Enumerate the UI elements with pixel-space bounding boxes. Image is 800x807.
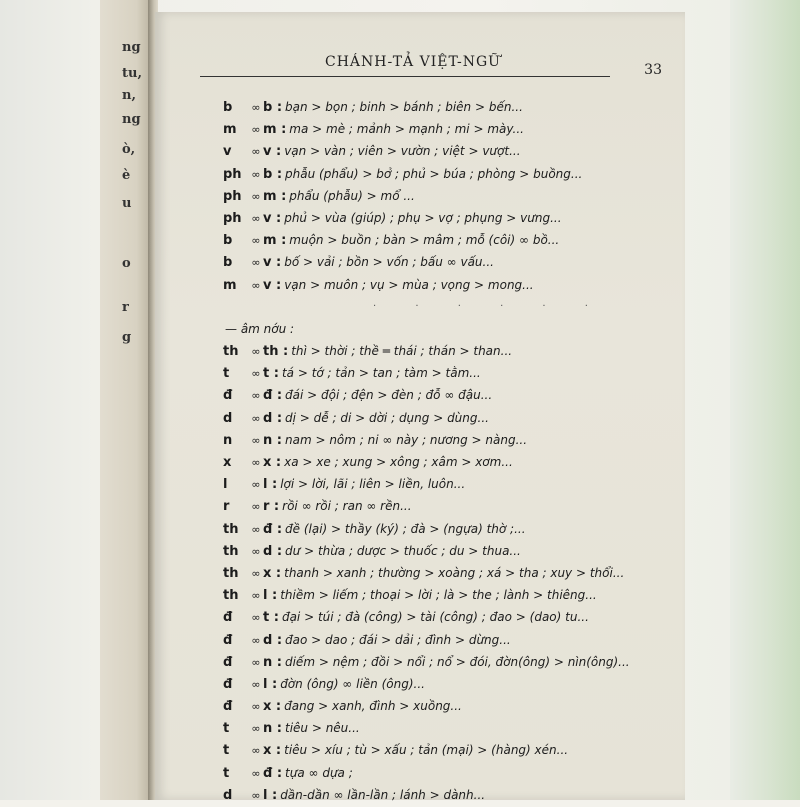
examples: vạn > muôn ; vụ > mùa ; vọng > mong... [284, 277, 534, 292]
facing-page-fragment: ò, [122, 142, 136, 157]
correspondence-symbol: ∞ [251, 101, 261, 114]
correspondence-symbol: ∞ [251, 655, 261, 669]
correspondence-line [223, 518, 663, 540]
source-sound: t [223, 743, 230, 759]
section-label: — âm nớu : [225, 321, 295, 336]
source-sound: x [223, 455, 232, 470]
source-sound: th [223, 588, 239, 604]
correspondence-symbol: ∞ [251, 522, 261, 536]
correspondence-line [223, 407, 663, 429]
facing-page-fragment: ng [122, 40, 141, 55]
examples: ma > mè ; mảnh > mạnh ; mi > mày... [289, 122, 524, 137]
correspondence-line [223, 606, 663, 628]
examples: nam > nôm ; ni ∞ này ; nương > nàng... [284, 432, 528, 447]
book-page [155, 12, 685, 803]
source-sound: t [223, 721, 230, 737]
correspondence-symbol: ∞ [251, 722, 261, 736]
page-number: 33 [644, 62, 662, 78]
correspondence-line [223, 429, 663, 451]
examples: tựa ∞ dựa ; [285, 765, 353, 780]
target-sound: v : [263, 144, 282, 160]
target-sound: v : [263, 210, 282, 226]
examples: tiêu > nêu... [284, 721, 360, 736]
source-sound: b [223, 100, 233, 115]
source-sound: n [223, 432, 233, 448]
source-sound: r [223, 499, 230, 515]
ornament-dots: · · · · · · [373, 300, 606, 312]
examples: lợi > lời, lãi ; liên > liền, luôn... [280, 477, 466, 492]
correspondence-line [223, 118, 663, 140]
correspondence-symbol: ∞ [251, 256, 261, 270]
target-sound: v : [263, 255, 282, 271]
source-sound: t [223, 366, 230, 382]
correspondence-line [223, 495, 663, 517]
correspondence-symbol: ∞ [251, 500, 261, 514]
correspondence-symbol: ∞ [251, 677, 261, 691]
correspondence-line [223, 362, 663, 384]
facing-page-edge [100, 0, 152, 800]
table-surface [730, 0, 800, 800]
correspondence-symbol: ∞ [251, 700, 261, 714]
examples: phẫu (phẩu) > bở ; phủ > búa ; phòng > buồng... [285, 166, 583, 181]
correspondence-line [223, 473, 663, 495]
examples: thiềm > liếm ; thoại > lời ; là > the ; lành > thiêng... [280, 588, 597, 603]
target-sound: t : [263, 610, 279, 626]
correspondence-line [223, 695, 663, 717]
correspondence-list [223, 96, 663, 806]
target-sound: d : [263, 632, 283, 648]
examples: đao > dao ; đái > dải ; đình > dừng... [285, 632, 511, 647]
correspondence-line [223, 562, 663, 584]
examples: phẩu (phẫu) > mổ ... [289, 188, 415, 203]
correspondence-symbol: ∞ [251, 345, 261, 359]
source-sound: đ [223, 676, 233, 692]
correspondence-line [223, 274, 663, 296]
correspondence-line [223, 762, 663, 784]
target-sound: m : [263, 233, 287, 249]
target-sound: n : [263, 654, 282, 670]
examples: đề (lại) > thầy (ký) ; đà > (ngựa) thờ ;... [285, 521, 526, 536]
target-sound: l : [263, 588, 278, 604]
source-sound: đ [223, 654, 233, 670]
facing-page-fragment: tu, [122, 66, 142, 81]
examples: muộn > buồn ; bàn > mâm ; mỗ (côi) ∞ bồ... [289, 233, 560, 248]
correspondence-line [223, 451, 663, 473]
correspondence-symbol: ∞ [251, 234, 261, 248]
facing-page-fragment: è [122, 168, 131, 183]
source-sound: b [223, 233, 233, 249]
target-sound: v : [263, 277, 282, 293]
examples: tá > tớ ; tản > tan ; tàm > tằm... [281, 366, 481, 381]
source-sound: t [223, 765, 230, 781]
examples: đờn (ông) ∞ liền (ông)... [280, 676, 425, 691]
source-sound: ph [223, 210, 242, 226]
target-sound: n : [263, 721, 282, 737]
examples: tiêu > xíu ; tù > xấu ; tản (mại) > (hàng) xén... [284, 743, 569, 758]
correspondence-line [223, 340, 663, 362]
source-sound: đ [223, 388, 233, 404]
correspondence-symbol: ∞ [251, 566, 261, 580]
target-sound: x : [263, 455, 282, 470]
source-sound: th [223, 344, 239, 360]
target-sound: l : [263, 787, 278, 803]
running-header [200, 52, 662, 82]
correspondence-symbol: ∞ [251, 389, 261, 403]
correspondence-line [223, 163, 663, 185]
target-sound: m : [263, 188, 287, 204]
labial-block [223, 96, 663, 296]
target-sound: th : [263, 344, 289, 360]
examples: thì > thời ; thề ═ thái ; thán > than... [291, 344, 513, 359]
examples: vạn > vàn ; viên > vườn ; việt > vượt... [284, 144, 521, 159]
source-sound: d [223, 787, 233, 803]
correspondence-symbol: ∞ [251, 367, 261, 381]
examples: dị > dễ ; di > dời ; dụng > dùng... [285, 410, 489, 425]
source-sound: v [223, 144, 232, 160]
examples: đang > xanh, đình > xuồng... [284, 699, 462, 714]
correspondence-line [223, 651, 663, 673]
facing-page-fragment: r [122, 300, 129, 315]
examples: bố > vải ; bồn > vốn ; bấu ∞ vấu... [284, 255, 494, 270]
correspondence-symbol: ∞ [251, 189, 261, 203]
target-sound: đ : [263, 388, 283, 404]
source-sound: l [223, 477, 228, 493]
alveolar-block [223, 340, 663, 806]
target-sound: b : [263, 166, 283, 182]
source-sound: b [223, 255, 233, 271]
correspondence-line [223, 251, 663, 273]
source-sound: th [223, 543, 239, 559]
correspondence-line [223, 207, 663, 229]
correspondence-symbol: ∞ [251, 456, 261, 469]
target-sound: t : [263, 366, 279, 382]
correspondence-line [223, 629, 663, 651]
target-sound: x : [263, 743, 282, 759]
target-sound: l : [263, 676, 278, 692]
examples: thanh > xanh ; thường > xoàng ; xá > tha ; xuy > thổi... [284, 565, 625, 580]
correspondence-symbol: ∞ [251, 544, 261, 558]
correspondence-line [223, 185, 663, 207]
correspondence-line [223, 540, 663, 562]
target-sound: l : [263, 477, 278, 493]
examples: đái > đội ; đện > đèn ; đỗ ∞ đậu... [285, 388, 493, 403]
examples: phủ > vùa (giúp) ; phụ > vợ ; phụng > vưng... [284, 210, 562, 225]
correspondence-symbol: ∞ [251, 633, 261, 647]
target-sound: đ : [263, 765, 283, 781]
correspondence-line [223, 384, 663, 406]
correspondence-symbol: ∞ [251, 589, 261, 603]
correspondence-line [223, 784, 663, 806]
correspondence-symbol: ∞ [251, 611, 261, 625]
examples: rồi ∞ rồi ; ran ∞ rền... [282, 499, 412, 514]
target-sound: x : [263, 699, 282, 715]
correspondence-symbol: ∞ [251, 123, 261, 137]
correspondence-line [223, 140, 663, 162]
facing-page-fragment: ng [122, 112, 141, 127]
correspondence-line [223, 717, 663, 739]
source-sound: th [223, 521, 239, 537]
target-sound: n : [263, 432, 282, 448]
target-sound: x : [263, 565, 282, 581]
examples: dần-dần ∞ lần-lần ; lánh > dành... [280, 787, 486, 802]
target-sound: đ : [263, 521, 283, 537]
correspondence-symbol: ∞ [251, 788, 261, 802]
source-sound: đ [223, 699, 233, 715]
source-sound: d [223, 410, 233, 426]
facing-page-fragment: g [122, 330, 132, 345]
source-sound: đ [223, 632, 233, 648]
target-sound: b : [263, 100, 283, 115]
correspondence-symbol: ∞ [251, 433, 261, 447]
correspondence-symbol: ∞ [251, 478, 261, 492]
correspondence-symbol: ∞ [251, 167, 261, 181]
correspondence-symbol: ∞ [251, 411, 261, 425]
facing-page-fragment: n, [122, 88, 136, 103]
target-sound: r : [263, 499, 280, 515]
correspondence-symbol: ∞ [251, 145, 261, 159]
correspondence-symbol: ∞ [251, 744, 261, 758]
correspondence-line [223, 739, 663, 761]
facing-page-fragment: u [122, 196, 132, 211]
correspondence-symbol: ∞ [251, 766, 261, 780]
source-sound: m [223, 277, 237, 293]
source-sound: m [223, 122, 237, 138]
examples: dư > thừa ; dược > thuốc ; du > thua... [285, 543, 521, 558]
target-sound: m : [263, 122, 287, 138]
facing-page-fragment: o [122, 256, 131, 271]
correspondence-line [223, 673, 663, 695]
correspondence-symbol: ∞ [251, 211, 261, 225]
correspondence-symbol: ∞ [251, 278, 261, 292]
examples: diếm > nệm ; đồi > nổi ; nổ > đói, đờn(ông) > nìn(ông)... [284, 654, 630, 669]
running-header-title: CHÁNH-TẢ VIỆT-NGỮ [325, 54, 501, 70]
source-sound: đ [223, 610, 233, 626]
target-sound: d : [263, 543, 283, 559]
source-sound: ph [223, 166, 242, 182]
source-sound: th [223, 565, 239, 581]
correspondence-line [223, 96, 663, 118]
correspondence-line [223, 584, 663, 606]
target-sound: d : [263, 410, 283, 426]
examples: xa > xe ; xung > xông ; xâm > xơm... [284, 455, 513, 469]
source-sound: ph [223, 188, 242, 204]
examples: bạn > bọn ; binh > bánh ; biên > bến... [285, 100, 523, 114]
examples: đại > túi ; đà (công) > tài (công) ; đao > (dao) tu... [281, 610, 589, 625]
header-rule [200, 76, 610, 77]
correspondence-line [223, 229, 663, 251]
